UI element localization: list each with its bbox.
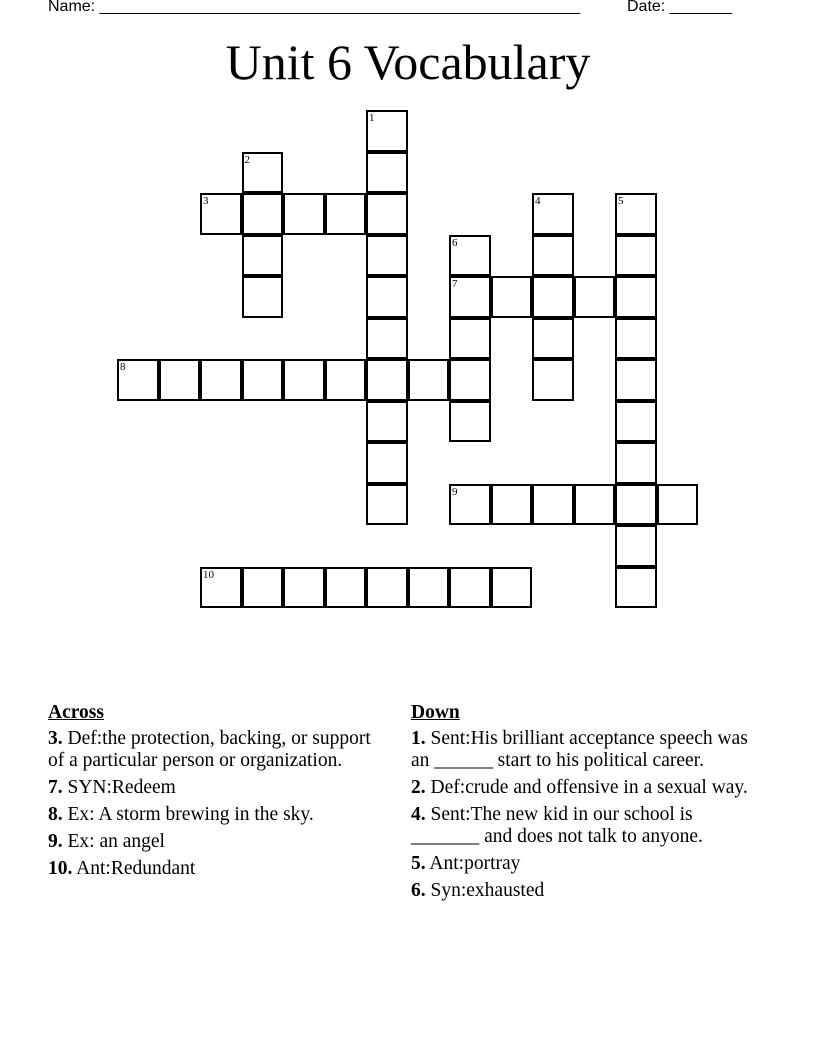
- clue-across-9: [48, 831, 378, 853]
- crossword-cell[interactable]: [366, 442, 408, 484]
- crossword-cell[interactable]: [449, 359, 491, 401]
- cell-number: 10: [203, 568, 214, 581]
- clue-number: 7.: [48, 777, 63, 798]
- clue-number: 5.: [411, 853, 426, 874]
- crossword-cell[interactable]: [325, 567, 367, 609]
- crossword-cell[interactable]: [491, 567, 533, 609]
- crossword-cell[interactable]: [615, 193, 657, 235]
- crossword-cell[interactable]: [366, 110, 408, 152]
- crossword-cell[interactable]: [242, 567, 284, 609]
- crossword-cell[interactable]: [615, 235, 657, 277]
- clue-number: 8.: [48, 804, 63, 825]
- crossword-cell[interactable]: [325, 359, 367, 401]
- clue-text: Ex: an angel: [62, 831, 165, 852]
- crossword-cell[interactable]: [449, 276, 491, 318]
- crossword-cell[interactable]: [532, 359, 574, 401]
- crossword-cell[interactable]: [615, 318, 657, 360]
- crossword-cell[interactable]: [242, 235, 284, 277]
- cell-number: 8: [120, 361, 126, 373]
- crossword-cell[interactable]: [615, 442, 657, 484]
- clue-across-8: [48, 804, 378, 826]
- clue-number: 9.: [48, 831, 63, 852]
- crossword-cell[interactable]: [283, 193, 325, 235]
- crossword-cell[interactable]: [200, 193, 242, 235]
- crossword-cell[interactable]: [408, 359, 450, 401]
- crossword-cell[interactable]: [532, 318, 574, 360]
- clue-text: Ant:portray: [425, 853, 521, 874]
- date-field-label: Date: _______: [627, 0, 732, 15]
- crossword-cell[interactable]: [491, 484, 533, 526]
- clue-number: 3.: [48, 728, 63, 749]
- crossword-cell[interactable]: [532, 484, 574, 526]
- crossword-cell[interactable]: [408, 567, 450, 609]
- page-title: Unit 6 Vocabulary: [225, 34, 591, 90]
- crossword-cell[interactable]: [574, 276, 616, 318]
- clue-text: Sent:The new kid in our school is _______ and does not talk to anyone.: [411, 804, 703, 847]
- crossword-cell[interactable]: [366, 401, 408, 443]
- clue-text: Ant:Redundant: [72, 858, 196, 879]
- crossword-cell[interactable]: [449, 235, 491, 277]
- crossword-cell[interactable]: [325, 193, 367, 235]
- clue-down-6: [411, 880, 761, 902]
- name-field-label: Name: ______________________________________________________: [48, 0, 581, 15]
- clue-text: Syn:exhausted: [425, 880, 545, 901]
- crossword-cell[interactable]: [449, 567, 491, 609]
- crossword-cell[interactable]: [366, 276, 408, 318]
- cell-number: 7: [452, 278, 458, 290]
- crossword-cell[interactable]: [366, 484, 408, 526]
- across-clues: [48, 702, 378, 885]
- crossword-cell[interactable]: [615, 359, 657, 401]
- clue-number: 10.: [48, 858, 73, 879]
- crossword-cell[interactable]: [200, 567, 242, 609]
- crossword-cell[interactable]: [491, 276, 533, 318]
- crossword-cell[interactable]: [449, 401, 491, 443]
- clue-text: Sent:His brilliant acceptance speech was an ______ start to his political career.: [411, 728, 748, 771]
- clue-across-3: [48, 728, 378, 772]
- down-clues: [411, 702, 761, 907]
- crossword-cell[interactable]: [242, 152, 284, 194]
- crossword-cell[interactable]: [657, 484, 699, 526]
- crossword-cell[interactable]: [449, 318, 491, 360]
- clue-number: 1.: [411, 728, 426, 749]
- crossword-cell[interactable]: [615, 567, 657, 609]
- crossword-cell[interactable]: [366, 567, 408, 609]
- crossword-cell[interactable]: [159, 359, 201, 401]
- clue-text: Def:the protection, backing, or support of a particular person or organization.: [48, 728, 371, 771]
- cell-number: 2: [244, 153, 250, 166]
- crossword-cell[interactable]: [283, 359, 325, 401]
- crossword-cell[interactable]: [532, 235, 574, 277]
- crossword-cell[interactable]: [242, 276, 284, 318]
- crossword-cell[interactable]: [615, 484, 657, 526]
- crossword-cell[interactable]: [532, 193, 574, 235]
- crossword-cell[interactable]: [615, 525, 657, 567]
- clue-across-10: [48, 858, 378, 880]
- crossword-cell[interactable]: [615, 401, 657, 443]
- clue-text: SYN:Redeem: [62, 777, 176, 798]
- clue-across-7: [48, 777, 378, 799]
- crossword-cell[interactable]: [366, 235, 408, 277]
- cell-number: 1: [369, 112, 375, 124]
- clue-text: Ex: A storm brewing in the sky.: [62, 804, 314, 825]
- cell-number: 3: [203, 195, 209, 207]
- crossword-cell[interactable]: [366, 152, 408, 194]
- clue-number: 2.: [411, 777, 426, 798]
- crossword-cell[interactable]: [366, 193, 408, 235]
- crossword-cell[interactable]: [200, 359, 242, 401]
- cell-number: 4: [535, 195, 541, 207]
- crossword-cell[interactable]: [242, 359, 284, 401]
- crossword-cell[interactable]: [615, 276, 657, 318]
- across-heading: Across: [48, 702, 104, 723]
- clue-number: 6.: [411, 880, 426, 901]
- crossword-cell[interactable]: [366, 359, 408, 401]
- clue-down-2: [411, 777, 761, 799]
- cell-number: 6: [452, 236, 458, 249]
- down-heading: Down: [411, 702, 460, 723]
- clue-number: 4.: [411, 804, 426, 825]
- crossword-cell[interactable]: [366, 318, 408, 360]
- clue-text: Def:crude and offensive in a sexual way.: [425, 777, 748, 798]
- crossword-cell[interactable]: [574, 484, 616, 526]
- clue-down-5: [411, 853, 761, 875]
- crossword-cell[interactable]: [283, 567, 325, 609]
- crossword-cell[interactable]: [117, 359, 159, 401]
- crossword-cell[interactable]: [242, 193, 284, 235]
- crossword-cell[interactable]: [449, 484, 491, 526]
- crossword-cell[interactable]: [532, 276, 574, 318]
- clue-down-4: [411, 804, 761, 848]
- cell-number: 5: [618, 195, 624, 207]
- cell-number: 9: [452, 485, 458, 498]
- clue-down-1: [411, 728, 761, 772]
